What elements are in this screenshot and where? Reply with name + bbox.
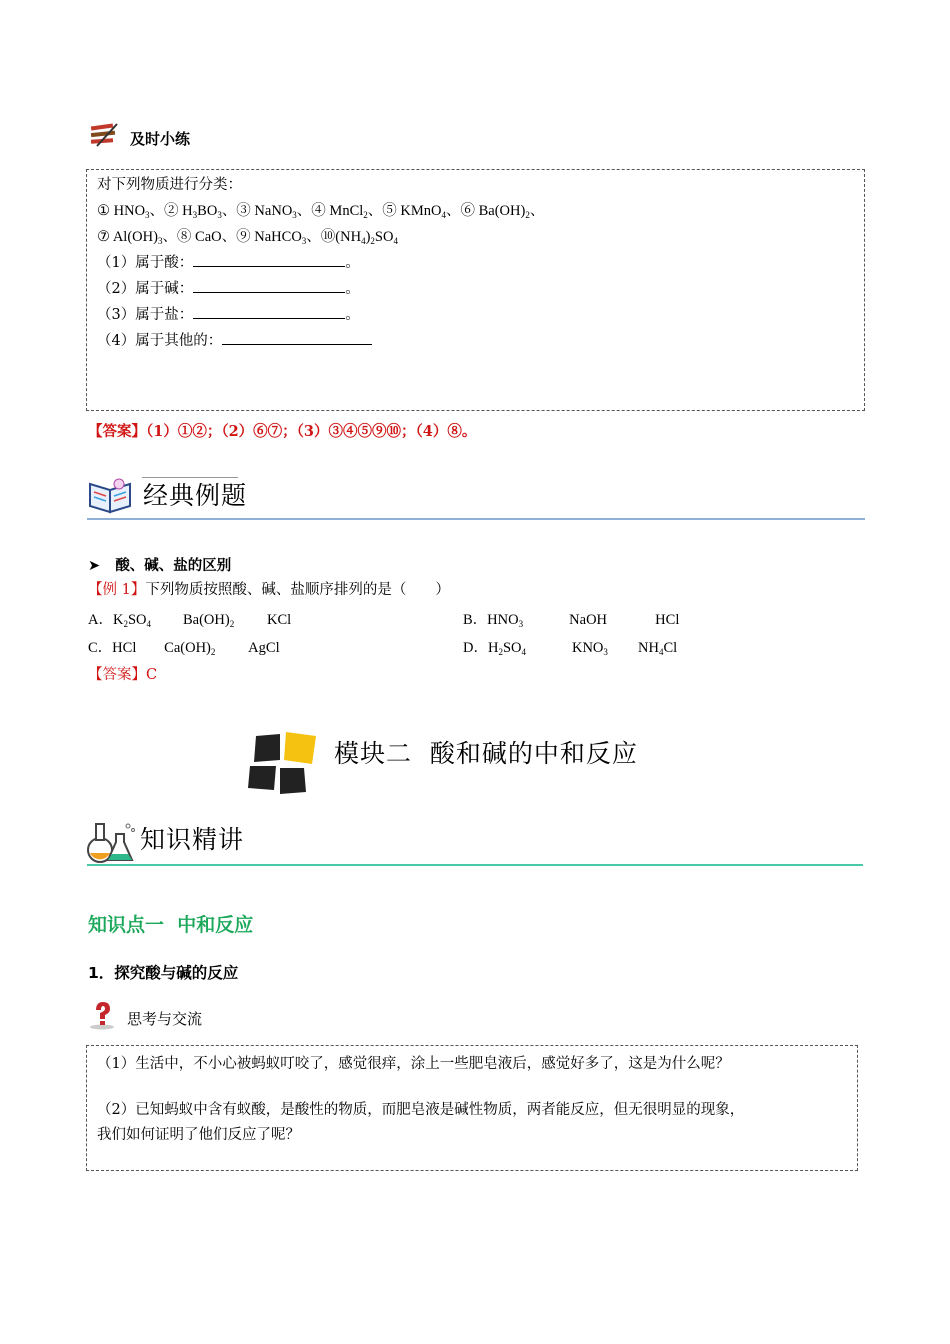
formula-text: 、⑩(NH	[306, 229, 362, 245]
option-a[interactable]: A．$K_2SO_4$ $Ba(OH)_2$ KCl	[88, 612, 292, 629]
point-title: 知识点一 中和反应	[88, 914, 254, 936]
practice-q4: （4）属于其他的：	[97, 328, 544, 354]
option-c[interactable]: C．HCl $Ca(OH)_2$ AgCl	[88, 640, 280, 657]
option-b[interactable]: B．$HNO_3$ NaOH HCl	[463, 612, 680, 629]
option-d[interactable]: D．$H_2SO_4$ $KNO_3$ $NH_4Cl$	[463, 640, 678, 657]
formula-text: BO	[197, 203, 218, 219]
formula-subscript: 4	[361, 236, 366, 246]
think-label: 思考与交流	[127, 1010, 203, 1028]
formula-text: SO	[374, 229, 394, 245]
option-a-acid-subscript: 2	[123, 619, 128, 629]
option-c-base-subscript: 2	[210, 647, 216, 657]
formula-text: 、⑤ KMnO	[367, 203, 442, 219]
module-title: 模块二 酸和碱的中和反应	[334, 739, 638, 768]
practice-content	[97, 172, 544, 354]
formula-subscript: 4	[393, 236, 398, 246]
sub-title: 1．探究酸与碱的反应	[88, 964, 239, 982]
option-a-acid-subscript: 4	[146, 619, 152, 629]
classic-title: 经典例题	[143, 481, 248, 510]
formula-subscript: 3	[192, 210, 198, 220]
think-q2-line2: 我们如何证明了他们反应了呢？	[97, 1127, 300, 1143]
formula-subscript: 4	[441, 210, 446, 220]
option-c-base-text: Ca(OH)	[164, 640, 211, 656]
formula-subscript: 3	[301, 236, 307, 246]
module-icon	[246, 730, 318, 794]
option-b-acid-text: HNO	[487, 612, 519, 628]
option-a-base-text: Ba(OH)	[182, 612, 230, 628]
option-d-acid-text: H	[487, 640, 499, 656]
practice-heading: 及时小练	[130, 130, 191, 148]
formula-subscript: 3	[157, 236, 163, 246]
option-d-acid-subscript: 4	[521, 647, 527, 657]
option-d-salt-text: Cl	[663, 640, 678, 656]
formula-text: 、④ MnCl	[296, 203, 364, 219]
practice-answer: 【答案】（1）①②；（2）⑥⑦；（3）③④⑤⑨⑩；（4）⑧。	[88, 423, 477, 440]
arrow-bullet-icon: ➤	[88, 558, 101, 574]
option-d-salt-text: NH	[637, 640, 659, 656]
flask-icon	[86, 820, 138, 864]
formula-text: 、② H	[149, 203, 193, 219]
formula-subscript: 2	[525, 210, 530, 220]
formula-subscript: 3	[145, 210, 150, 220]
classic-rule	[87, 518, 865, 520]
option-d-salt-subscript: 4	[658, 647, 664, 657]
option-d-acid-subscript: 2	[498, 647, 503, 657]
practice-q3: （3）属于盐： 。	[97, 302, 544, 328]
option-d-acid-text: SO	[502, 640, 522, 656]
knowledge-rule	[87, 864, 863, 866]
classic-answer: 【答案】C	[88, 667, 158, 683]
option-b-acid-subscript: 3	[518, 619, 524, 629]
option-d-base-subscript: 3	[603, 647, 608, 657]
classic-topic: ➤ 酸、碱、盐的区别	[88, 558, 232, 574]
formula-text: ① HNO	[97, 203, 146, 219]
formula-text: )	[365, 229, 371, 245]
formula-text: 、	[529, 203, 545, 219]
knowledge-title: 知识精讲	[140, 825, 245, 854]
option-d-base-text: KNO	[571, 640, 604, 656]
formula-text: 、③ NaNO	[221, 203, 293, 219]
option-a-acid-text: SO	[127, 612, 147, 628]
formula-subscript: 3	[292, 210, 297, 220]
formula-subscript: 2	[363, 210, 368, 220]
formula-subscript: 3	[217, 210, 222, 220]
formula-text: 、⑧ CaO、⑨ NaHCO	[162, 229, 302, 245]
practice-q1: （1）属于酸： 。	[97, 250, 544, 276]
formula-subscript: 2	[370, 236, 375, 246]
practice-intro: 对下列物质进行分类：	[97, 177, 242, 193]
practice-items-line1	[97, 198, 544, 224]
think-q2-line1: （2）已知蚂蚁中含有蚁酸，是酸性的物质，而肥皂液是碱性物质，两者能反应，但无很明显的现象，	[97, 1102, 745, 1118]
formula-text: ⑦ Al(OH)	[97, 229, 158, 245]
example-1: 【例 1】下列物质按照酸、碱、盐顺序排列的是（ ）	[88, 582, 450, 598]
question-mark-icon	[88, 1000, 118, 1030]
formula-text: 、⑥ Ba(OH)	[445, 203, 526, 219]
think-q1: （1）生活中，不小心被蚂蚁叮咬了，感觉很痒，涂上一些肥皂液后，感觉好多了，这是为什么呢？	[97, 1056, 730, 1072]
practice-q2: （2）属于碱： 。	[97, 276, 544, 302]
practice-items-line2	[97, 224, 544, 250]
book-icon	[87, 476, 133, 516]
practice-icon	[89, 122, 121, 148]
option-a-acid-text: K	[112, 612, 124, 628]
option-a-base-subscript: 2	[229, 619, 235, 629]
